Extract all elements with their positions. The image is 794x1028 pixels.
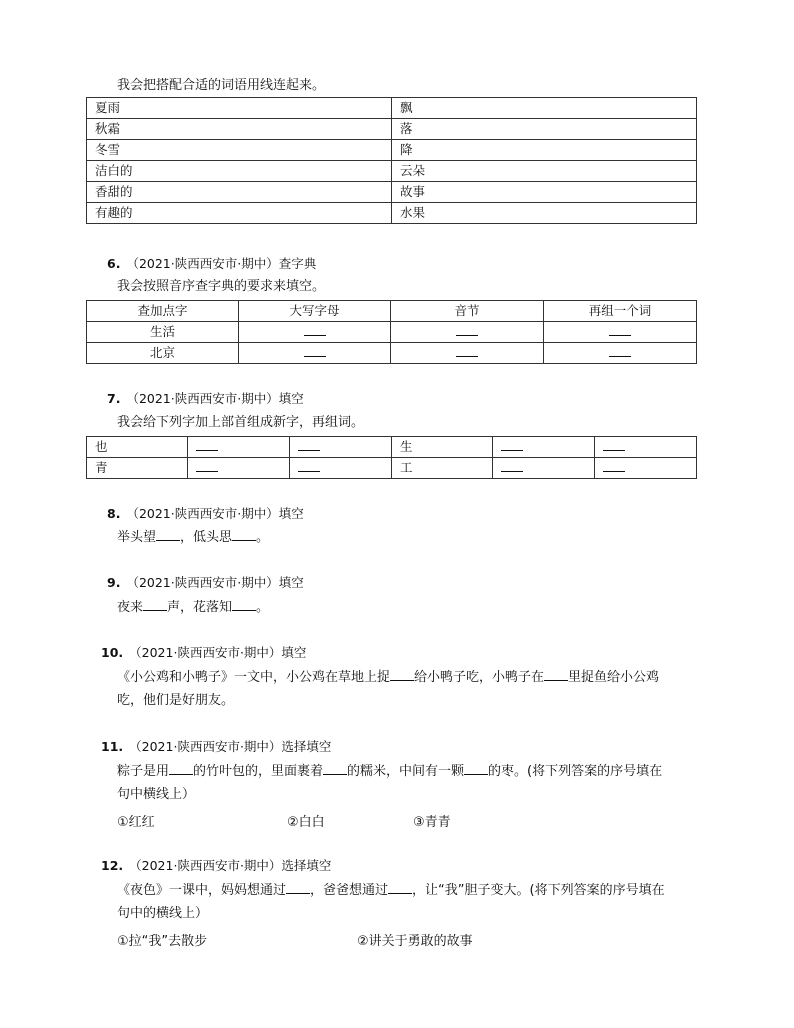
q8-text: [117, 528, 269, 547]
answer-blank[interactable]: [323, 762, 347, 775]
q11-option[interactable]: ③青青: [413, 815, 451, 830]
answer-blank[interactable]: [493, 437, 595, 458]
answer-blank[interactable]: [391, 322, 544, 343]
q11-text-d: 的枣。(将下列答案的序号填在: [488, 764, 663, 779]
q10-text-b: 给小鸭子吃，小鸭子在: [414, 670, 545, 685]
q6-instruction: 我会按照音序查字典的要求来填空。: [117, 279, 326, 294]
q9-text-c: 。: [256, 600, 270, 615]
q12-number: 12.: [101, 858, 124, 873]
q6-header: 大写字母: [239, 301, 391, 322]
q11-heading: [101, 738, 331, 756]
answer-blank[interactable]: [595, 437, 697, 458]
q5-right-word[interactable]: 云朵: [392, 161, 697, 182]
table-row: [87, 119, 697, 140]
q7-radical-table: [86, 436, 697, 479]
q9-number: 9.: [107, 575, 121, 590]
q9-text-b: 声，花落知: [167, 600, 233, 615]
q7-instruction: 我会给下列字加上部首组成新字，再组词。: [117, 415, 365, 430]
q12-option[interactable]: ①拉“我”去散步: [117, 934, 208, 949]
q7-source: （2021·陕西西安市·期中）填空: [126, 391, 304, 406]
answer-blank[interactable]: [188, 458, 290, 479]
answer-blank[interactable]: [290, 458, 392, 479]
answer-blank[interactable]: [544, 343, 697, 364]
q6-dictionary-table: [86, 300, 697, 364]
q10-text-c: 里捉鱼给小公鸡: [568, 670, 660, 685]
q7-char: 生: [392, 437, 493, 458]
answer-blank[interactable]: [595, 458, 697, 479]
q6-word: 生活: [87, 322, 239, 343]
q10-line1: [117, 668, 659, 687]
answer-blank[interactable]: [188, 437, 290, 458]
q5-left-word[interactable]: 夏雨: [87, 98, 392, 119]
q7-char: 工: [392, 458, 493, 479]
q6-header: 音节: [391, 301, 544, 322]
q12-text-a: 《夜色》一课中，妈妈想通过: [117, 883, 287, 898]
q8-heading: [107, 505, 304, 523]
answer-blank[interactable]: [388, 881, 412, 894]
q9-source: （2021·陕西西安市·期中）填空: [126, 575, 304, 590]
q12-source: （2021·陕西西安市·期中）选择填空: [129, 858, 332, 873]
answer-blank[interactable]: [156, 528, 180, 541]
answer-blank[interactable]: [290, 437, 392, 458]
q12-option[interactable]: ②讲关于勇敢的故事: [357, 934, 473, 949]
answer-blank[interactable]: [464, 762, 488, 775]
q5-left-word[interactable]: 有趣的: [87, 203, 392, 224]
q11-option[interactable]: ①红红: [117, 815, 155, 830]
q11-option[interactable]: ②白白: [287, 815, 325, 830]
q5-right-word[interactable]: 故事: [392, 182, 697, 203]
q6-number: 6.: [107, 256, 121, 271]
table-row: [87, 322, 697, 343]
q9-text-a: 夜来: [117, 600, 144, 615]
answer-blank[interactable]: [169, 762, 193, 775]
answer-blank[interactable]: [544, 322, 697, 343]
q12-line1: [117, 881, 665, 900]
q10-line2: 吃，他们是好朋友。: [117, 693, 235, 708]
q6-header: 查加点字: [87, 301, 239, 322]
q5-matching-table: [86, 97, 697, 224]
q5-right-word[interactable]: 降: [392, 140, 697, 161]
q10-number: 10.: [101, 645, 124, 660]
answer-blank[interactable]: [493, 458, 595, 479]
q7-number: 7.: [107, 391, 121, 406]
q11-line2: 句中横线上）: [117, 787, 196, 802]
table-row: [87, 98, 697, 119]
q5-left-word[interactable]: 秋霜: [87, 119, 392, 140]
q5-instruction: 我会把搭配合适的词语用线连起来。: [117, 78, 326, 93]
answer-blank[interactable]: [232, 528, 256, 541]
table-row: [87, 140, 697, 161]
q11-number: 11.: [101, 739, 124, 754]
answer-blank[interactable]: [391, 343, 544, 364]
answer-blank[interactable]: [390, 668, 414, 681]
q8-text-b: ，低头思: [180, 530, 233, 545]
q11-source: （2021·陕西西安市·期中）选择填空: [129, 739, 332, 754]
q12-line2: 句中的横线上）: [117, 906, 209, 921]
q11-text-c: 的糯米，中间有一颗: [347, 764, 465, 779]
q5-right-word[interactable]: 落: [392, 119, 697, 140]
q6-source: （2021·陕西西安市·期中）查字典: [126, 256, 317, 271]
q6-header: 再组一个词: [544, 301, 697, 322]
q7-char: 也: [87, 437, 188, 458]
q12-text-c: ，让“我”胆子变大。(将下列答案的序号填在: [412, 883, 665, 898]
table-row: [87, 182, 697, 203]
q9-text: [117, 598, 269, 617]
answer-blank[interactable]: [239, 322, 391, 343]
q8-text-a: 举头望: [117, 530, 157, 545]
answer-blank[interactable]: [232, 598, 256, 611]
q12-heading: [101, 857, 331, 875]
q5-left-word[interactable]: 香甜的: [87, 182, 392, 203]
q6-word: 北京: [87, 343, 239, 364]
q8-text-c: 。: [256, 530, 270, 545]
table-row: [87, 203, 697, 224]
q11-text-b: 的竹叶包的，里面裹着: [193, 764, 324, 779]
q10-text-a: 《小公鸡和小鸭子》一文中，小公鸡在草地上捉: [117, 670, 391, 685]
table-row: [87, 343, 697, 364]
q5-left-word[interactable]: 冬雪: [87, 140, 392, 161]
answer-blank[interactable]: [239, 343, 391, 364]
table-row: [87, 437, 697, 458]
q10-heading: [101, 644, 306, 662]
answer-blank[interactable]: [544, 668, 568, 681]
q8-source: （2021·陕西西安市·期中）填空: [126, 506, 304, 521]
table-row: [87, 161, 697, 182]
q12-text-b: ，爸爸想通过: [310, 883, 389, 898]
q5-left-word[interactable]: 洁白的: [87, 161, 392, 182]
q6-heading: [107, 255, 316, 273]
q8-number: 8.: [107, 506, 121, 521]
q11-text-a: 粽子是用: [117, 764, 170, 779]
q9-heading: [107, 574, 304, 592]
table-row: [87, 458, 697, 479]
q7-char: 青: [87, 458, 188, 479]
q5-right-word[interactable]: 飘: [392, 98, 697, 119]
q10-source: （2021·陕西西安市·期中）填空: [129, 645, 307, 660]
answer-blank[interactable]: [143, 598, 167, 611]
q7-heading: [107, 390, 304, 408]
table-row: [87, 301, 697, 322]
q11-line1: [117, 762, 662, 781]
answer-blank[interactable]: [286, 881, 310, 894]
q5-right-word[interactable]: 水果: [392, 203, 697, 224]
